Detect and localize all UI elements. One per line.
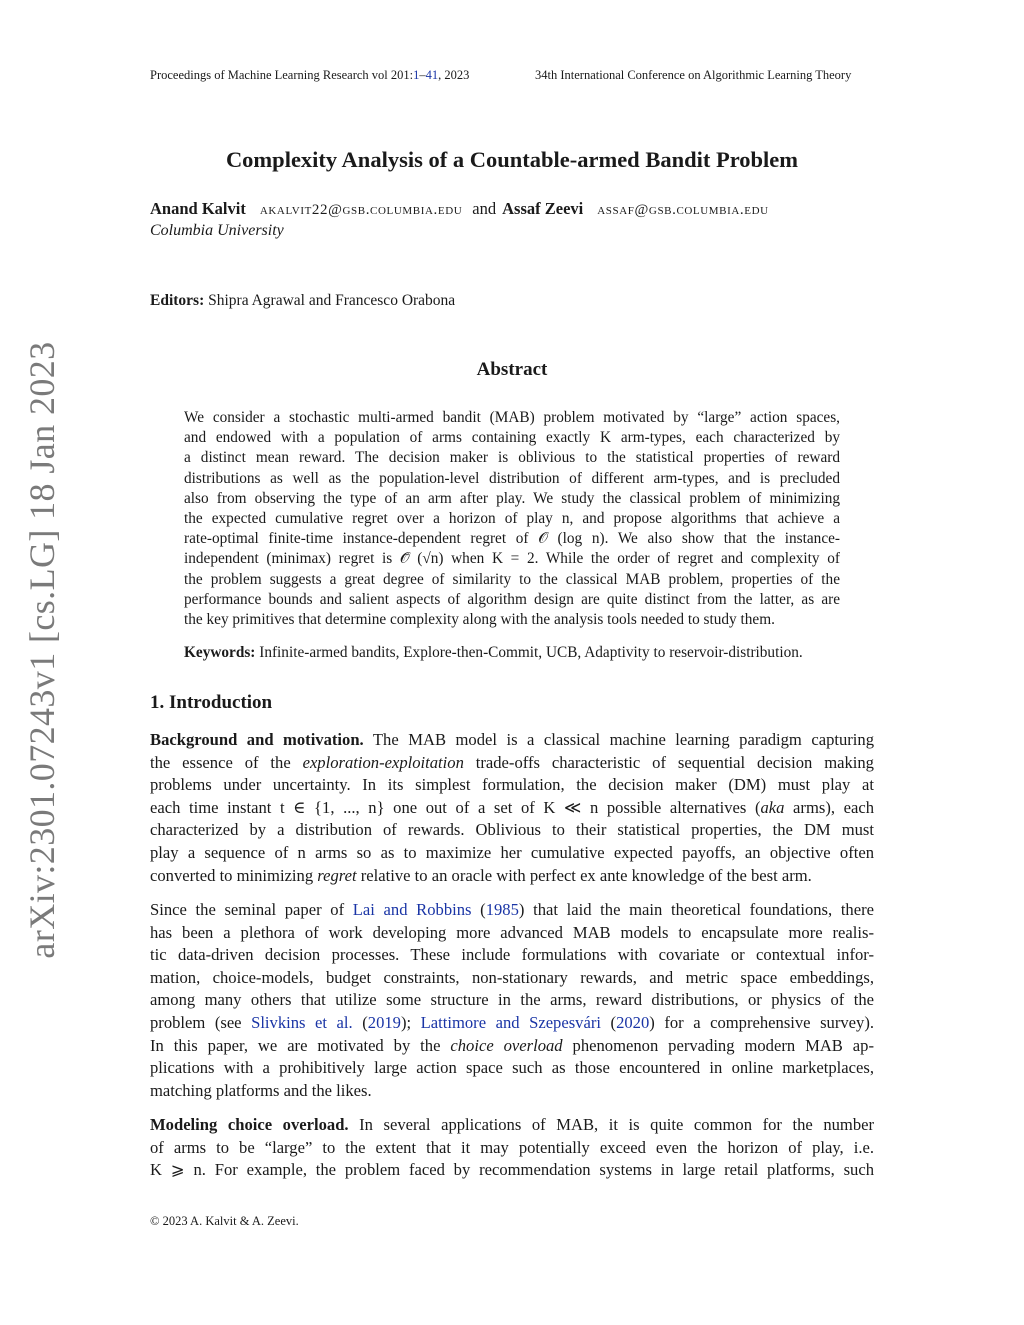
abstract-line: independent (minimax) regret is 𝒪̃ (√n) when K = 2. While the order of regret and complexity of	[184, 550, 840, 568]
paragraph-line: play a sequence of n arms so as to maximize her cumulative expected payoffs, an objective often	[150, 842, 874, 862]
abstract-line: a distinct mean reward. The decision maker is oblivious to the statistical properties of reward	[184, 449, 840, 467]
abstract-line: We consider a stochastic multi-armed bandit (MAB) problem motivated by “large” action spaces,	[184, 409, 840, 426]
arxiv-sidebar-stamp: arXiv:2301.07243v1 [cs.LG] 18 Jan 2023	[22, 341, 62, 959]
paragraph-text: The MAB model is a classical machine learning paradigm capturing	[372, 730, 874, 749]
paragraph-line	[150, 1114, 874, 1137]
page-dash: –	[419, 68, 426, 82]
paragraph-text: phenomenon pervading modern MAB ap-	[562, 1035, 874, 1055]
page-start-link[interactable]: 1	[413, 68, 420, 82]
paragraph-text: ) for a comprehensive survey).	[649, 1012, 875, 1032]
paragraph-text: ) that laid the main theoretical foundations, there	[518, 900, 874, 919]
citation-link[interactable]: Lattimore and Szepesvári	[420, 1012, 601, 1032]
emphasis-text: aka	[760, 797, 785, 817]
editors-names: Shipra Agrawal and Francesco Orabona	[208, 292, 456, 309]
abstract-line: performance bounds and salient aspects of algorithm design are quite distinct from the latter, as are	[184, 590, 840, 608]
paragraph-line	[150, 865, 874, 888]
abstract-line: also from observing the type of an arm after play. We study the classical problem of minimizing	[184, 489, 840, 507]
paragraph-line	[150, 729, 874, 752]
paragraph-text: converted to minimizing	[150, 865, 318, 885]
paragraph-line	[150, 752, 874, 775]
paragraph-text: Since the seminal paper of	[150, 900, 353, 919]
keywords-label: Keywords:	[184, 644, 256, 661]
emphasis-text: choice overload	[450, 1035, 563, 1055]
author-line	[150, 199, 875, 219]
author-email-1: akalvit22@gsb.columbia.edu	[259, 202, 463, 218]
citation-year-link[interactable]: 2019	[367, 1012, 401, 1032]
paragraph-line	[150, 899, 874, 922]
abstract-line: rate-optimal finite-time instance-dependent regret of 𝒪 (log n). We also show that the instance-	[184, 530, 840, 548]
paper-title: Complexity Analysis of a Countable-armed Bandit Problem	[225, 147, 799, 172]
paragraph-line: of arms to be “large” to the extent that it may potentially exceed even the horizon of play, i.e.	[150, 1137, 874, 1157]
citation-link[interactable]: Slivkins et al.	[251, 1012, 353, 1032]
author-name-2: Assaf Zeevi	[502, 199, 584, 218]
page-end-link[interactable]: 41	[425, 68, 439, 82]
paragraph-lead: Background and motivation.	[150, 730, 364, 749]
paragraph-choice-overload	[150, 1114, 874, 1182]
citation-year-link[interactable]: 2020	[616, 1012, 650, 1032]
paragraph-text: (	[471, 900, 486, 919]
paragraph-line: problem (see Slivkins et al. (2019); Lattimore and Szepesvári (2020) for a comprehensive survey).	[150, 1012, 875, 1032]
editors-line	[150, 292, 455, 310]
copyright-notice: © 2023 A. Kalvit & A. Zeevi.	[150, 1214, 299, 1228]
abstract-line: and endowed with a population of arms containing exactly K arm-types, each characterized by	[184, 429, 840, 447]
abstract-line: the expected cumulative regret over a horizon of play n, and propose algorithms that achieve a	[184, 510, 840, 528]
abstract-line: distributions as well as the population-level distribution of different arm-types, and is precluded	[184, 469, 840, 487]
paragraph-background	[150, 729, 874, 887]
editors-label: Editors:	[150, 292, 205, 309]
paragraph-text: In this paper, we are motivated by the	[150, 1035, 451, 1055]
running-header-right: 34th International Conference on Algorithmic Learning Theory	[535, 68, 852, 82]
paragraph-related-work	[150, 899, 874, 1102]
citation-link[interactable]: Lai and Robbins	[352, 900, 472, 919]
paragraph-line: tic data-driven decision processes. These include formulations with covariate or contextual infor-	[150, 945, 874, 965]
paragraph-text: each time instant t ∈ {1, ..., n} one out of a set of K ≪ n possible alternatives (	[150, 797, 761, 817]
paragraph-text: arms), each	[784, 797, 874, 817]
paragraph-line: characterized by a distribution of rewards. Oblivious to their statistical properties, the DM must	[150, 820, 874, 840]
paragraph-line: K ⩾ n. For example, the problem faced by recommendation systems in large retail platforms, such	[150, 1160, 874, 1180]
paragraph-line: problems under uncertainty. In its simplest formulation, the decision maker (DM) must play at	[150, 775, 874, 795]
paragraph-line: has been a plethora of work developing more advanced MAB models to encapsulate more realis-	[150, 922, 874, 942]
paragraph-text: trade-offs characteristic of sequential decision making	[463, 752, 874, 772]
citation-year-link[interactable]: 1985	[485, 900, 519, 919]
author-email-2: assaf@gsb.columbia.edu	[597, 202, 769, 218]
keywords-line	[184, 644, 850, 662]
paragraph-lead: Modeling choice overload.	[150, 1115, 349, 1134]
paragraph-text: problem (see	[150, 1012, 252, 1032]
proceedings-text: Proceedings of Machine Learning Research vol 201:	[150, 68, 414, 82]
emphasis-text: regret	[317, 865, 357, 885]
abstract-line: the problem suggests a great degree of similarity to the classical MAB problem, properties of the	[184, 570, 840, 588]
emphasis-text: exploration-exploitation	[302, 752, 464, 772]
paragraph-text: In several applications of MAB, it is quite common for the number	[359, 1115, 875, 1134]
paragraph-line: plications with a prohibitively large action space such as those encountered in online marketplaces,	[150, 1058, 874, 1078]
paragraph-line	[150, 797, 874, 820]
abstract-line: the key primitives that determine complexity along with the analysis tools needed to study them.	[184, 611, 775, 629]
paragraph-text: relative to an oracle with perfect ex ante knowledge of the best arm.	[356, 865, 812, 885]
affiliation: Columbia University	[150, 222, 284, 239]
author-and: and	[472, 199, 497, 218]
paragraph-line: mation, choice-models, budget constraints, non-stationary rewards, and metric space embeddings,	[150, 967, 874, 987]
abstract-heading: Abstract	[476, 359, 548, 380]
paragraph-line: among many others that utilize some structure in the arms, reward distributions, or physics of the	[150, 990, 874, 1010]
keywords-text: Infinite-armed bandits, Explore-then-Commit, UCB, Adaptivity to reservoir-distribution.	[259, 644, 803, 661]
section-heading: 1. Introduction	[150, 692, 273, 713]
running-header-left	[150, 68, 469, 83]
proceedings-year: , 2023	[438, 68, 470, 82]
abstract-body	[184, 408, 840, 630]
paragraph-text: the essence of the	[150, 752, 303, 772]
paragraph-line: matching platforms and the likes.	[150, 1080, 372, 1100]
author-name-1: Anand Kalvit	[150, 199, 246, 218]
paragraph-line	[150, 1035, 874, 1058]
